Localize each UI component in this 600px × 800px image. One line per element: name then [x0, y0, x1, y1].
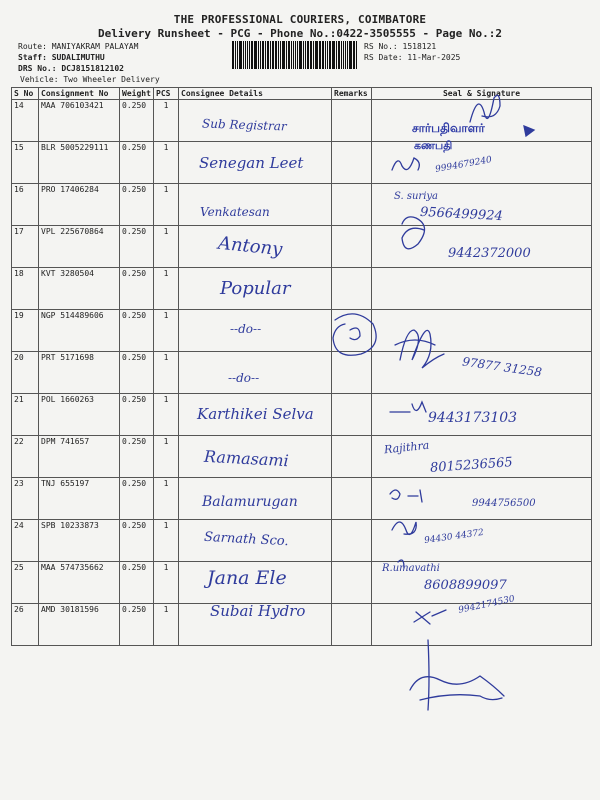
cell-consignment-no: BLR 5005229111 [39, 142, 120, 184]
vehicle-label: Vehicle: Two Wheeler Delivery [20, 75, 160, 84]
cell-consignment-no: NGP 514489606 [39, 310, 120, 352]
cell-sno: 22 [12, 436, 39, 478]
cell-sno: 20 [12, 352, 39, 394]
company-title: THE PROFESSIONAL COURIERS, COIMBATORE [173, 13, 427, 26]
rs-date: RS Date: 11-Mar-2025 [364, 53, 461, 62]
cell-pcs: 1 [154, 562, 179, 604]
cell-pcs: 1 [154, 226, 179, 268]
signature-phone-17: 9442372000 [448, 246, 531, 261]
cell-weight: 0.250 [120, 352, 154, 394]
cell-weight: 0.250 [120, 226, 154, 268]
cell-sno: 26 [12, 604, 39, 646]
seal-name-text: கணபதி [414, 139, 453, 152]
cell-weight: 0.250 [120, 100, 154, 142]
handwriting-consignee-25: Jana Ele [207, 567, 287, 589]
cell-consignment-no: MAA 574735662 [39, 562, 120, 604]
col-header-sno: S No [12, 88, 39, 100]
cell-pcs: 1 [154, 604, 179, 646]
cell-weight: 0.250 [120, 520, 154, 562]
runsheet-subtitle: Delivery Runsheet - PCG - Phone No.:0422-3505555 - Page No.:2 [98, 27, 502, 40]
cell-pcs: 1 [154, 142, 179, 184]
rs-number: RS No.: 1518121 [364, 42, 437, 51]
cell-weight: 0.250 [120, 478, 154, 520]
cell-consignment-no: DPM 741657 [39, 436, 120, 478]
handwriting-consignee-20: --do-- [228, 371, 260, 385]
cell-consignment-no: MAA 706103421 [39, 100, 120, 142]
drs-number: DRS No.: DCJ8151812102 [18, 64, 124, 73]
signature-phone-20: 97877 31258 [461, 354, 543, 380]
cell-weight: 0.250 [120, 604, 154, 646]
col-header-consignee: Consignee Details [179, 88, 332, 100]
cell-pcs: 1 [154, 310, 179, 352]
signature-phone-21: 9443173103 [428, 410, 518, 426]
cell-weight: 0.250 [120, 184, 154, 226]
cell-consignment-no: TNJ 655197 [39, 478, 120, 520]
signature-phone-26: 9942174530 [457, 594, 516, 616]
cell-pcs: 1 [154, 184, 179, 226]
cell-weight: 0.250 [120, 394, 154, 436]
cell-sno: 23 [12, 478, 39, 520]
cell-weight: 0.250 [120, 436, 154, 478]
signature-phone-24: 94430 44372 [423, 527, 485, 547]
signature-phone-15: 9994679240 [434, 155, 493, 175]
cell-pcs: 1 [154, 268, 179, 310]
staff-label: Staff: SUDALIMUTHU [18, 53, 105, 62]
cell-sno: 14 [12, 100, 39, 142]
cell-weight: 0.250 [120, 310, 154, 352]
cell-pcs: 1 [154, 394, 179, 436]
cell-weight: 0.250 [120, 142, 154, 184]
cell-sno: 21 [12, 394, 39, 436]
seal-stamp-text: சார்பதிவாளர் [412, 121, 485, 135]
cell-consignment-no: VPL 225670864 [39, 226, 120, 268]
signature-phone-23: 9944756500 [472, 498, 536, 509]
signature-name-16: S. suriya [394, 191, 439, 202]
col-header-remarks: Remarks [332, 88, 372, 100]
cell-consignment-no: PRT 5171698 [39, 352, 120, 394]
cell-consignment-no: AMD 30181596 [39, 604, 120, 646]
cell-sno: 25 [12, 562, 39, 604]
cell-pcs: 1 [154, 100, 179, 142]
cell-consignment-no: PRO 17406284 [39, 184, 120, 226]
signature-name-22: Rajithra [383, 438, 430, 457]
cell-pcs: 1 [154, 352, 179, 394]
col-header-pcs: PCS [154, 88, 179, 100]
handwriting-consignee-23: Balamurugan [202, 494, 298, 510]
col-header-consignment: Consignment No [39, 88, 120, 100]
cell-consignment-no: KVT 3280504 [39, 268, 120, 310]
cell-pcs: 1 [154, 436, 179, 478]
cell-pcs: 1 [154, 520, 179, 562]
handwriting-consignee-21: Karthikei Selva [197, 405, 314, 423]
handwriting-consignee-24: Sarnath Sco. [203, 529, 289, 550]
handwriting-consignee-15: Senegan Leet [199, 154, 304, 172]
handwriting-consignee-18: Popular [220, 278, 291, 299]
handwriting-consignee-19: --do-- [230, 322, 262, 336]
signature-phone-22: 8015236565 [429, 455, 514, 476]
handwriting-consignee-14: Sub Registrar [201, 116, 287, 134]
cell-sno: 15 [12, 142, 39, 184]
handwriting-consignee-22: Ramasami [203, 446, 290, 471]
handwriting-consignee-26: Subai Hydro [210, 602, 306, 620]
signature-phone-16: 9566499924 [419, 204, 504, 225]
handwriting-consignee-16: Venkatesan [200, 205, 270, 219]
cell-pcs: 1 [154, 478, 179, 520]
cell-sno: 17 [12, 226, 39, 268]
route-label: Route: MANIYAKRAM PALAYAM [18, 42, 139, 51]
signature-phone-25: 8608899097 [424, 578, 507, 593]
handwriting-consignee-17: Antony [217, 232, 284, 261]
cell-sno: 16 [12, 184, 39, 226]
cell-sno: 24 [12, 520, 39, 562]
signature-name-25: R.umavathi [382, 563, 440, 574]
col-header-signature: Seal & Signature [372, 88, 592, 100]
cell-weight: 0.250 [120, 562, 154, 604]
cell-consignment-no: SPB 10233873 [39, 520, 120, 562]
col-header-weight: Weight [120, 88, 154, 100]
cell-consignment-no: POL 1660263 [39, 394, 120, 436]
cell-weight: 0.250 [120, 268, 154, 310]
cell-sno: 18 [12, 268, 39, 310]
cell-sno: 19 [12, 310, 39, 352]
